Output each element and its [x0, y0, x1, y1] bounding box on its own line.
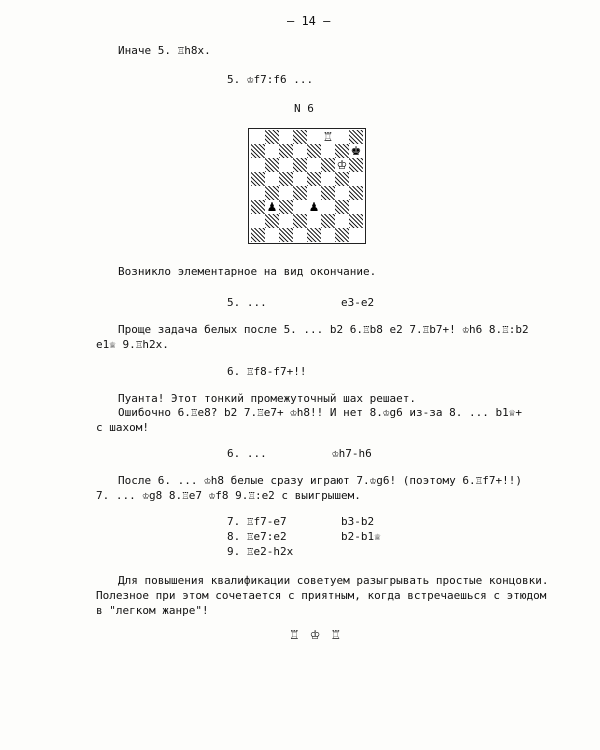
board-square-g4 — [335, 186, 349, 200]
board-square-e2 — [307, 214, 321, 228]
board-square-g5 — [335, 172, 349, 186]
move-line: b3-b2 — [341, 515, 375, 528]
chess-diagram — [248, 128, 366, 244]
text-line: Пуанта! Этот тонкий промежуточный шах решает. — [118, 392, 417, 405]
board-square-h4 — [349, 186, 363, 200]
board-square-e4 — [307, 186, 321, 200]
move-line: 5. ... — [227, 296, 267, 309]
board-square-b5 — [265, 172, 279, 186]
board-square-a6 — [251, 158, 265, 172]
text-line: Ошибочно 6.♖e8? b2 7.♖e7+ ♔h8!! И нет 8.♔g6 из-за 8. ... b1♕+ — [118, 406, 522, 419]
diagram-title: N 6 — [294, 102, 314, 115]
board-square-d2 — [293, 214, 307, 228]
chess-piece-f8: ♖ — [322, 130, 334, 144]
board-square-e6 — [307, 158, 321, 172]
move-line: 7. ♖f7-e7 — [227, 515, 287, 528]
text-line: e1♕ 9.♖h2x. — [96, 338, 169, 351]
chess-piece-g6: ♔ — [336, 158, 348, 172]
board-square-g1 — [335, 228, 349, 242]
board-square-f2 — [321, 214, 335, 228]
board-square-c6 — [279, 158, 293, 172]
board-square-d7 — [293, 144, 307, 158]
board-square-d8 — [293, 130, 307, 144]
move-line: 8. ♖e7:e2 — [227, 530, 287, 543]
board-square-h5 — [349, 172, 363, 186]
board-square-b7 — [265, 144, 279, 158]
board-square-g7 — [335, 144, 349, 158]
board-square-c5 — [279, 172, 293, 186]
board-square-h6 — [349, 158, 363, 172]
board-square-d5 — [293, 172, 307, 186]
board-square-e5 — [307, 172, 321, 186]
board-square-c8 — [279, 130, 293, 144]
board-square-a8 — [251, 130, 265, 144]
board-square-f6 — [321, 158, 335, 172]
board-square-g3 — [335, 200, 349, 214]
board-square-f4 — [321, 186, 335, 200]
board-square-b6 — [265, 158, 279, 172]
text-line: Для повышения квалификации советуем разыгрывать простые концовки. — [118, 574, 549, 587]
board-square-h2 — [349, 214, 363, 228]
ornament: ♖♔♖ — [289, 628, 352, 642]
board-square-a4 — [251, 186, 265, 200]
board-square-a2 — [251, 214, 265, 228]
board-square-e1 — [307, 228, 321, 242]
board-square-c7 — [279, 144, 293, 158]
board-square-c3 — [279, 200, 293, 214]
move-line: 9. ♖e2-h2x — [227, 545, 294, 558]
board-square-f3 — [321, 200, 335, 214]
text-line: Возникло элементарное на вид окончание. — [118, 265, 377, 278]
chess-piece-h7: ♚ — [350, 144, 362, 158]
text-line: с шахом! — [96, 421, 149, 434]
text-line: в "легком жанре"! — [96, 604, 209, 617]
move-line: 6. ... — [227, 447, 267, 460]
move-line: 5. ♔f7:f6 ... — [227, 73, 314, 86]
board-square-d6 — [293, 158, 307, 172]
move-line: b2-b1♕ — [341, 530, 381, 543]
board-square-d3 — [293, 200, 307, 214]
board-square-g2 — [335, 214, 349, 228]
board-square-b1 — [265, 228, 279, 242]
board-square-e8 — [307, 130, 321, 144]
move-line: e3-e2 — [341, 296, 375, 309]
move-line: ♔h7-h6 — [332, 447, 372, 460]
move-line: 6. ♖f8-f7+!! — [227, 365, 307, 378]
board-square-b2 — [265, 214, 279, 228]
chess-piece-b3: ♟ — [266, 200, 278, 214]
board-square-g8 — [335, 130, 349, 144]
chess-piece-e3: ♟ — [308, 200, 320, 214]
text-line: Иначе 5. ♖h8x. — [118, 44, 211, 57]
page-number: – 14 – — [287, 14, 331, 28]
board-square-b4 — [265, 186, 279, 200]
text-line: 7. ... ♔g8 8.♖e7 ♔f8 9.♖:e2 с выигрышем. — [96, 489, 361, 502]
board-square-b8 — [265, 130, 279, 144]
board-square-h8 — [349, 130, 363, 144]
board-square-c2 — [279, 214, 293, 228]
text-line: Проще задача белых после 5. ... b2 6.♖b8 e2 7.♖b7+! ♔h6 8.♖:b2 — [118, 323, 529, 336]
board-square-a7 — [251, 144, 265, 158]
board-square-d1 — [293, 228, 307, 242]
board-square-h3 — [349, 200, 363, 214]
board-square-c4 — [279, 186, 293, 200]
board-square-f5 — [321, 172, 335, 186]
board-square-h1 — [349, 228, 363, 242]
board-square-a5 — [251, 172, 265, 186]
board-square-e7 — [307, 144, 321, 158]
board-square-d4 — [293, 186, 307, 200]
text-line: После 6. ... ♔h8 белые сразу играют 7.♔g6! (поэтому 6.♖f7+!!) — [118, 474, 522, 487]
board-square-f7 — [321, 144, 335, 158]
text-line: Полезное при этом сочетается с приятным, когда встречаешься с этюдом — [96, 589, 547, 602]
board-square-f1 — [321, 228, 335, 242]
board-square-a1 — [251, 228, 265, 242]
board-square-a3 — [251, 200, 265, 214]
board-square-c1 — [279, 228, 293, 242]
